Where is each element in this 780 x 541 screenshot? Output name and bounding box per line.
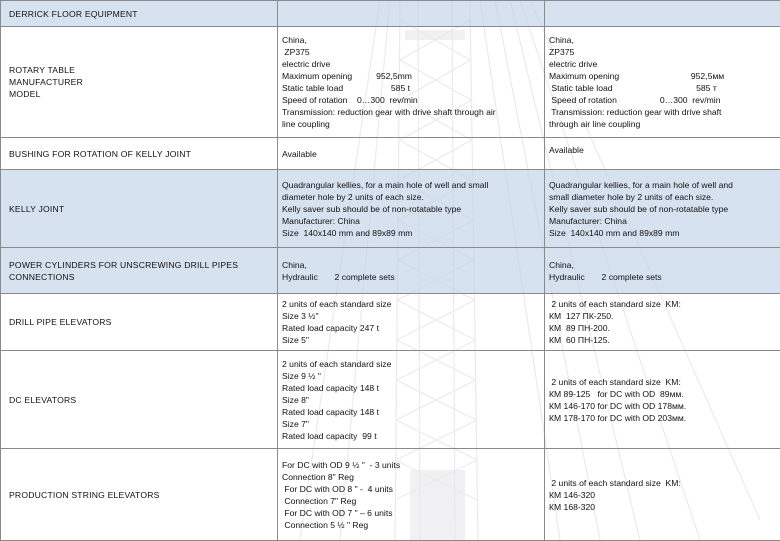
- spec-line: Hydraulic 2 complete sets: [282, 271, 540, 283]
- label-line: DRILL PIPE ELEVATORS: [9, 316, 273, 328]
- spec-line: Kelly saver sub should be of non-rotatable type: [549, 203, 776, 215]
- row-label: [1, 294, 278, 351]
- spec-line: Size 7": [282, 418, 540, 430]
- spec-line: Quadrangular kellies, for a main hole of well and small: [282, 179, 540, 191]
- table-row: [1, 1, 780, 27]
- spec-line: Transmission: reduction gear with drive shaft: [549, 106, 776, 118]
- spec-line: line coupling: [282, 118, 540, 130]
- spec-line: 2 units of each standard size KM:: [549, 376, 776, 388]
- spec-line: diameter hole by 2 units of each size.: [282, 191, 540, 203]
- spec-line: Size 140x140 mm and 89x89 mm: [549, 227, 776, 239]
- spec-line: КМ 146-170 for DC with OD 178мм.: [549, 400, 776, 412]
- spec-line: Size 140x140 mm and 89x89 mm: [282, 227, 540, 239]
- label-line: DC ELEVATORS: [9, 394, 273, 406]
- spec-cell-ru: [545, 138, 780, 170]
- row-label: [1, 351, 278, 449]
- spec-cell-ru: [545, 351, 780, 449]
- spec-line: Maximum opening 952,5mm: [282, 70, 540, 82]
- spec-line: КМ 146-320: [549, 489, 776, 501]
- spec-line: 2 units of each standard size: [282, 298, 540, 310]
- spec-cell-en: [278, 449, 545, 541]
- spec-cell-ru: [545, 248, 780, 294]
- label-line: MANUFACTURER: [9, 76, 273, 88]
- spec-line: КМ 89 ПН-200.: [549, 322, 776, 334]
- spec-line: КМ 60 ПН-125.: [549, 334, 776, 346]
- spec-cell-ru: [545, 294, 780, 351]
- spec-cell-en: [278, 27, 545, 138]
- table-row: [1, 248, 780, 294]
- table-row: [1, 27, 780, 138]
- spec-line: Maximum opening 952,5мм: [549, 70, 776, 82]
- spec-line: Quadrangular kellies, for a main hole of well and: [549, 179, 776, 191]
- spec-line: Rated load capacity 148 t: [282, 382, 540, 394]
- spec-line: Rated load capacity 148 t: [282, 406, 540, 418]
- spec-line: Connection 5 ½ " Reg: [282, 519, 540, 531]
- spec-line: Hydraulic 2 complete sets: [549, 271, 776, 283]
- spec-line: Size 9 ½ ": [282, 370, 540, 382]
- label-line: ROTARY TABLE: [9, 64, 273, 76]
- spec-cell-ru: [545, 27, 780, 138]
- spec-line: Rated load capacity 99 t: [282, 430, 540, 442]
- row-label: [1, 248, 278, 294]
- spec-line: Transmission: reduction gear with drive shaft through air: [282, 106, 540, 118]
- spec-line: For DC with OD 9 ½ " - 3 units: [282, 459, 540, 471]
- spec-line: ZP375: [282, 46, 540, 58]
- spec-line: 2 units of each standard size KM:: [549, 298, 776, 310]
- spec-line: 2 units of each standard size KM:: [549, 477, 776, 489]
- spec-cell-en: [278, 138, 545, 170]
- row-label: [1, 138, 278, 170]
- label-line: BUSHING FOR ROTATION OF KELLY JOINT: [9, 148, 273, 160]
- spec-line: 2 units of each standard size: [282, 358, 540, 370]
- table-row: [1, 138, 780, 170]
- spec-cell-en: [278, 1, 545, 27]
- spec-cell-en: [278, 351, 545, 449]
- label-line: PRODUCTION STRING ELEVATORS: [9, 489, 273, 501]
- spec-cell-en: [278, 170, 545, 248]
- spec-line: Available: [549, 144, 776, 156]
- spec-line: Manufacturer: China: [282, 215, 540, 227]
- spec-cell-ru: [545, 170, 780, 248]
- row-label: [1, 27, 278, 138]
- spec-line: Size 8": [282, 394, 540, 406]
- spec-line: Static table load 585 t: [282, 82, 540, 94]
- spec-line: China,: [282, 259, 540, 271]
- spec-line: Connection 7" Reg: [282, 495, 540, 507]
- spec-cell-en: [278, 294, 545, 351]
- spec-line: Rated load capacity 247 t: [282, 322, 540, 334]
- spec-line: China,: [549, 259, 776, 271]
- row-label: [1, 170, 278, 248]
- spec-line: КМ 178-170 for DC with OD 203мм.: [549, 412, 776, 424]
- spec-cell-en: [278, 248, 545, 294]
- spec-line: Available: [282, 148, 540, 160]
- spec-line: China,: [282, 34, 540, 46]
- row-label: [1, 1, 278, 27]
- spec-line: Connection 8" Reg: [282, 471, 540, 483]
- spec-line: КМ 127 ПК-250.: [549, 310, 776, 322]
- spec-line: КМ 168-320: [549, 501, 776, 513]
- spec-line: electric drive: [549, 58, 776, 70]
- spec-line: China,: [549, 34, 776, 46]
- table-row: [1, 351, 780, 449]
- spec-line: Static table load 585 т: [549, 82, 776, 94]
- spec-line: Size 3 ½": [282, 310, 540, 322]
- spec-line: Kelly saver sub should be of non-rotatable type: [282, 203, 540, 215]
- spec-line: Manufacturer: China: [549, 215, 776, 227]
- label-line: CONNECTIONS: [9, 271, 273, 283]
- label-line: MODEL: [9, 88, 273, 100]
- table-row: [1, 170, 780, 248]
- spec-line: For DC with OD 8 " - 4 units: [282, 483, 540, 495]
- spec-line: ZP375: [549, 46, 776, 58]
- spec-line: Speed of rotation 0…300 rev/min: [282, 94, 540, 106]
- spec-cell-ru: [545, 449, 780, 541]
- spec-line: through air line coupling: [549, 118, 776, 130]
- spec-cell-ru: [545, 1, 780, 27]
- spec-line: small diameter hole by 2 units of each size.: [549, 191, 776, 203]
- label-line: POWER CYLINDERS FOR UNSCREWING DRILL PIPES: [9, 259, 273, 271]
- row-label: [1, 449, 278, 541]
- label-line: KELLY JOINT: [9, 203, 273, 215]
- spec-line: Speed of rotation 0…300 rev/min: [549, 94, 776, 106]
- table-row: [1, 294, 780, 351]
- spec-line: КМ 89-125 for DC with OD 89мм.: [549, 388, 776, 400]
- spec-line: Size 5": [282, 334, 540, 346]
- table-row: [1, 449, 780, 541]
- spec-line: electric drive: [282, 58, 540, 70]
- spec-line: For DC with OD 7 " – 6 units: [282, 507, 540, 519]
- label-line: DERRICK FLOOR EQUIPMENT: [9, 8, 273, 20]
